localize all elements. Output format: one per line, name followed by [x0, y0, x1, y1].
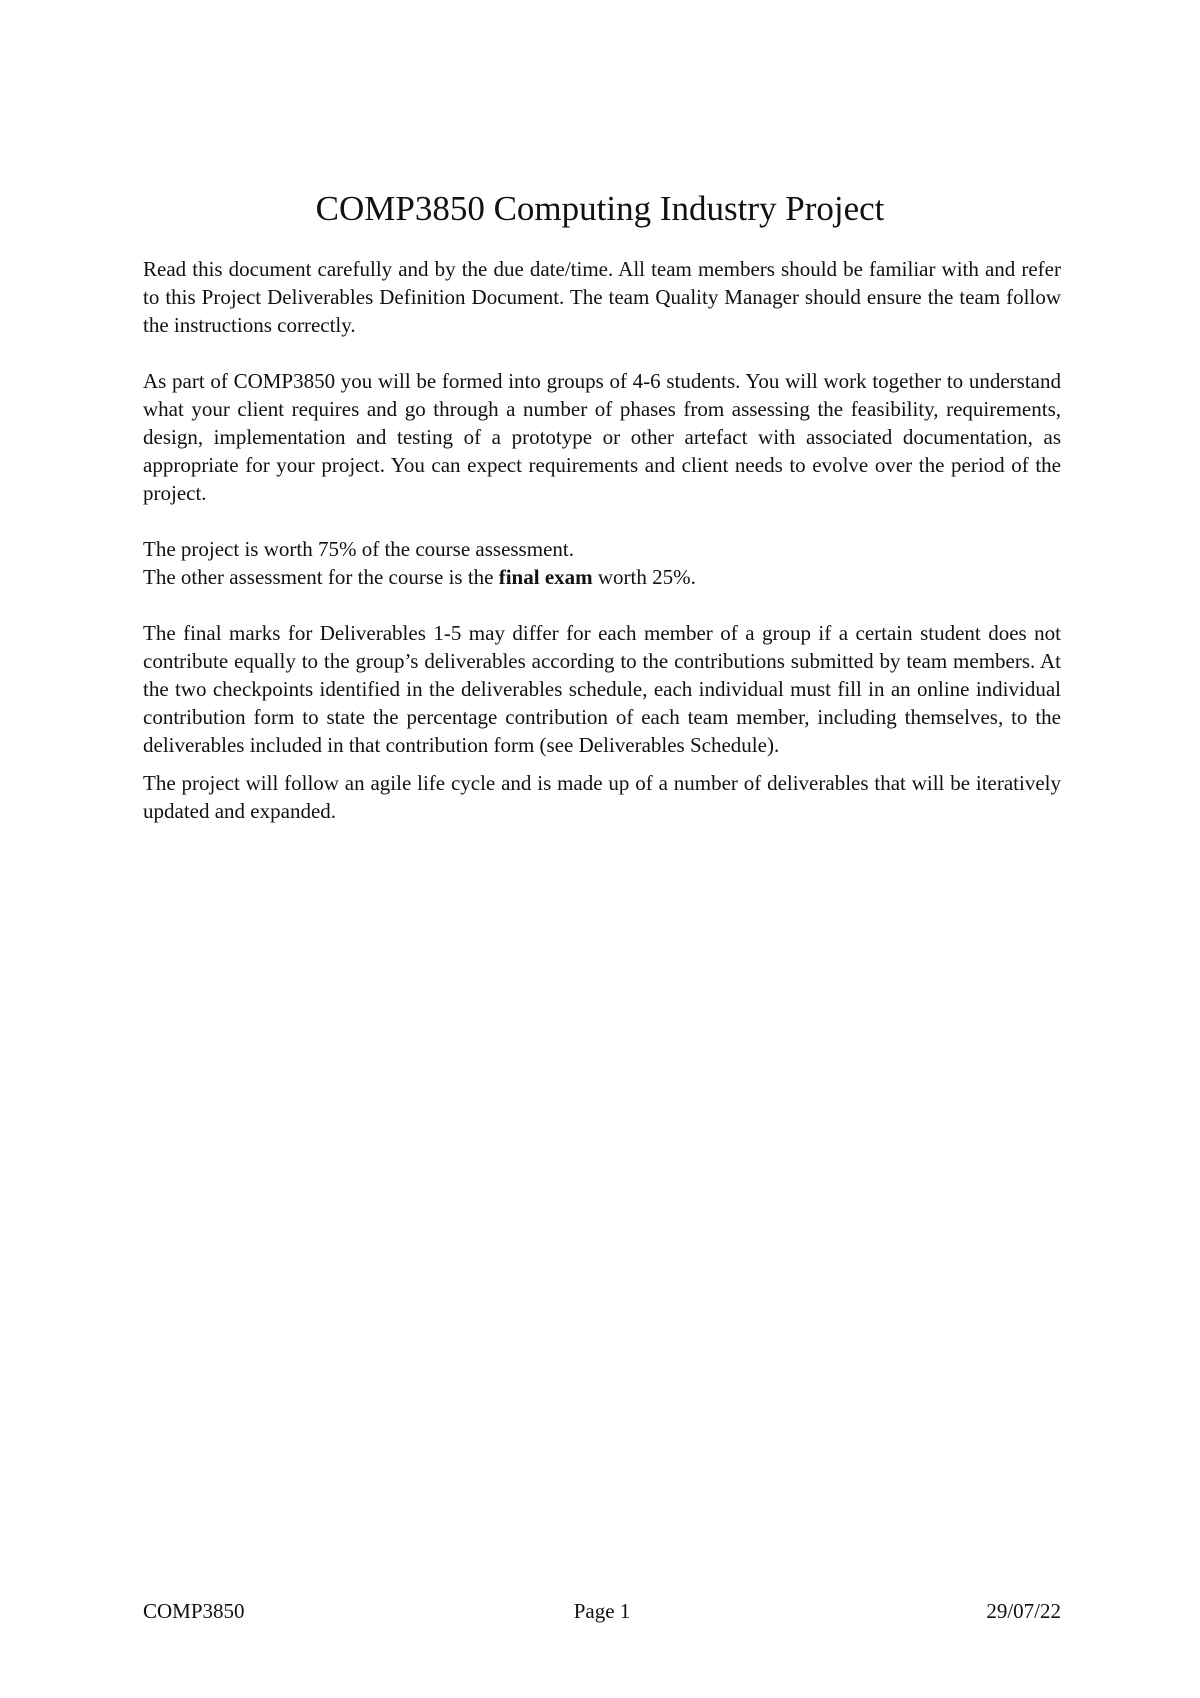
assessment-line-2 [143, 563, 1061, 591]
page-title: COMP3850 Computing Industry Project [315, 189, 885, 228]
footer-page-number: Page 1 [573, 1599, 631, 1623]
assessment-line-1: The project is worth 75% of the course assessment. [143, 537, 574, 561]
page-footer [143, 1597, 1061, 1627]
assessment-line-2-pre: The other assessment for the course is the [143, 565, 499, 589]
marks-paragraph: The final marks for Deliverables 1-5 may differ for each member of a group if a certain student does not contribute equally to the group’s deliverables according to the contributions submitted by team members. At the two checkpoints identified in the deliverables schedule, each individual must fill in an online individual contribution form to state the percentage contribution of each team member, including themselves, to the deliverables included in that contribution form (see Deliverables Schedule). [143, 621, 1061, 757]
footer-course-code: COMP3850 [143, 1599, 245, 1623]
assessment-line-2-post: worth 25%. [592, 565, 696, 589]
intro-paragraph: Read this document carefully and by the due date/time. All team members should be familiar with and refer to this Project Deliverables Definition Document. The team Quality Manager should ensure the team follow the instructions correctly. [143, 257, 1061, 337]
lifecycle-paragraph: The project will follow an agile life cycle and is made up of a number of deliverables that will be iteratively updated and expanded. [143, 771, 1061, 823]
footer-date: 29/07/22 [986, 1599, 1061, 1623]
final-exam-bold: final exam [498, 565, 593, 589]
document-body [143, 255, 1061, 825]
groups-paragraph: As part of COMP3850 you will be formed into groups of 4-6 students. You will work together to understand what your client requires and go through a number of phases from assessing the feasibility, requirements, design, implementation and testing of a prototype or other artefact with associated documentation, as appropriate for your project. You can expect requirements and client needs to evolve over the period of the project. [143, 369, 1061, 505]
